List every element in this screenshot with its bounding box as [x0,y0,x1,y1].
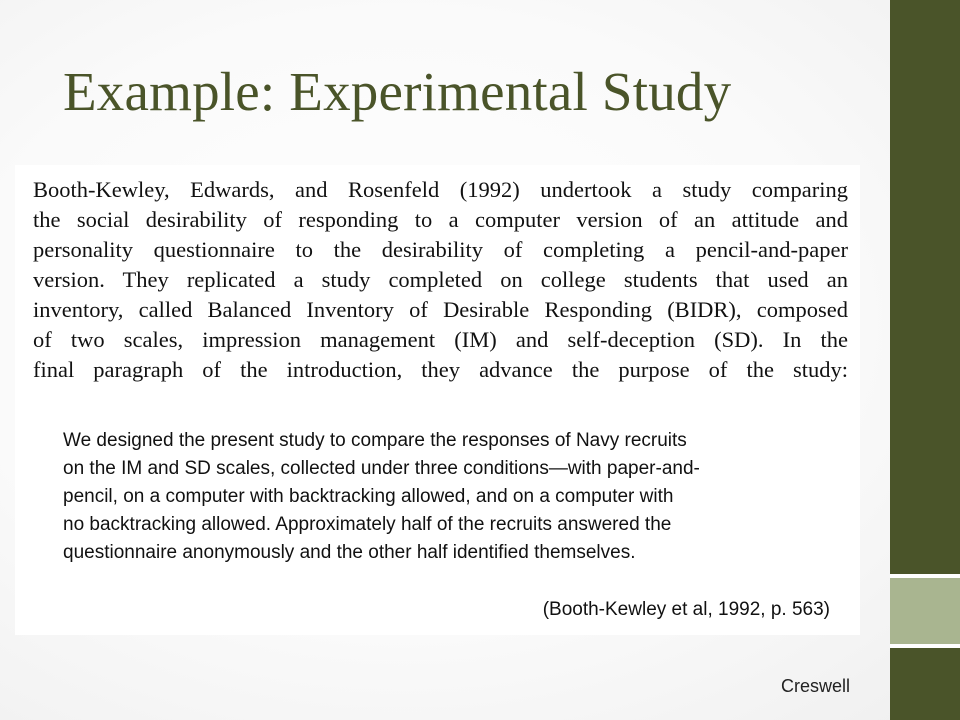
block-quote [63,427,823,567]
paragraph-line: version. They replicated a study completed on college students that used an [33,267,848,292]
paragraph-line: inventory, called Balanced Inventory of Desirable Responding (BIDR), composed [33,297,848,322]
paragraph-line: personality questionnaire to the desirability of completing a pencil-and-paper [33,237,848,262]
sidebar-bar-dark-bottom [890,648,960,720]
quote-line: pencil, on a computer with backtracking allowed, and on a computer with [63,486,674,507]
paragraph-line: of two scales, impression management (IM) and self-deception (SD). In the [33,327,848,352]
slide-title: Example: Experimental Study [63,61,732,122]
paragraph-line: final paragraph of the introduction, they advance the purpose of the study: [33,357,848,382]
quote-line: questionnaire anonymously and the other half identified themselves. [63,542,636,563]
sidebar-bar-light [890,578,960,644]
sidebar-bar-dark-top [890,0,960,574]
excerpt-paragraph [33,175,848,385]
quote-line: We designed the present study to compare the responses of Navy recruits [63,430,687,451]
slide-footer-source: Creswell [780,676,850,696]
quote-line: no backtracking allowed. Approximately half of the recruits answered the [63,514,672,535]
quote-line: on the IM and SD scales, collected under three conditions—with paper-and- [63,458,700,479]
scanned-excerpt [15,165,860,635]
paragraph-line: Booth-Kewley, Edwards, and Rosenfeld (1992) undertook a study comparing [33,177,848,202]
quote-citation: (Booth-Kewley et al, 1992, p. 563) [542,599,830,620]
paragraph-line: the social desirability of responding to a computer version of an attitude and [33,207,848,232]
